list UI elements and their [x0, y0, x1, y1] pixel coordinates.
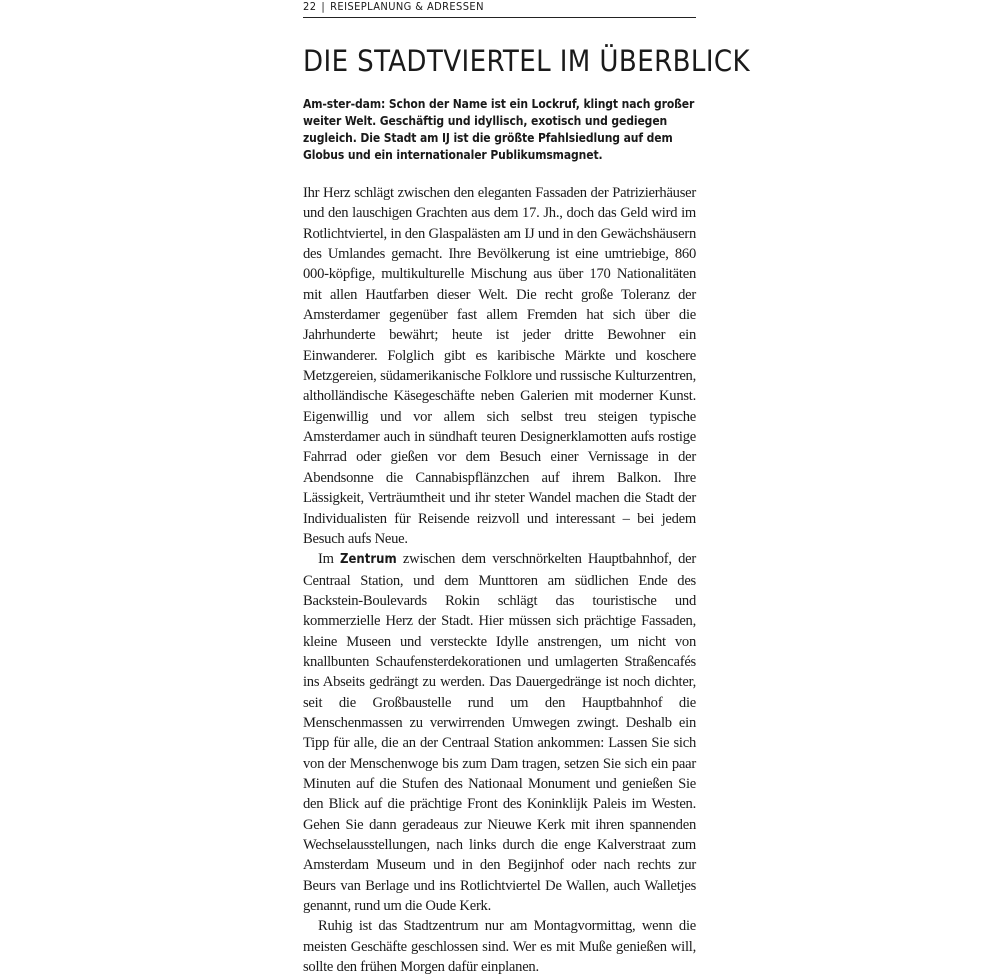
page-title: DIE STADTVIERTEL IM ÜBERBLICK	[303, 44, 751, 78]
paragraph-3: Ruhig ist das Stadtzentrum nur am Montagvormittag, wenn die meisten Geschäfte geschlossen sind. Wer es mit Muße genießen will, sollte den frühen Morgen dafür einplanen.	[303, 918, 696, 976]
body-text	[303, 183, 696, 977]
lead-paragraph: Am-ster-dam: Schon der Name ist ein Lockruf, klingt nach großer weiter Welt. Geschäftig und idyllisch, exotisch und gediegen zugleich. Die Stadt am IJ ist die größte Pfahlsiedlung auf dem Globus und ein internationaler Publikumsmagnet.	[303, 97, 695, 162]
page-number: 22	[303, 0, 317, 13]
paragraph-2-text: zwischen dem verschnörkelten Hauptbahnhof, der Centraal Station, und dem Munttoren am südlichen Ende des Backstein-Boulevards Rokin schlägt das touristische und kommerzielle Herz der Stadt. Hier müssen sich prächtige Fassaden, kleine Museen und versteckte Idylle anstrengen, um nicht von knallbunten Schaufensterdekorationen und umlagerten Straßencafés ins Abseits gedrängt zu werden. Das Dauergedränge ist noch dichter, seit die Großbaustelle rund um den Hauptbahnhof die Menschenmassen zu verwirrenden Umwegen zwingt. Deshalb ein Tipp für alle, die an der Centraal Station ankommen: Lassen Sie sich von der Menschenwoge bis zum Dam tragen, setzen Sie sich ein paar Minuten auf die Stufen des Nationaal Monument und genießen Sie den Blick auf die prächtige Front des Koninklijk Paleis im Westen. Gehen Sie dann geradeaus zur Nieuwe Kerk mit ihren spannenden Wechselausstellungen, nach links durch die enge Kalverstraat zum Amsterdam Museum und in den Begijnhof oder nach rechts zur Beurs van Berlage und ins Rotlichtviertel De Wallen, auch Walletjes genannt, rund um die Oude Kerk.	[303, 551, 696, 915]
paragraph-2	[303, 549, 696, 916]
header-separator: |	[321, 0, 326, 13]
running-header	[303, 0, 696, 18]
paragraph-1: Ihr Herz schlägt zwischen den eleganten Fassaden der Patrizierhäuser und den lauschigen Grachten aus dem 17. Jh., doch das Geld wird im Rotlichtviertel, in den Glaspalästen am IJ und in den Gewächshäusern des Umlandes gemacht. Ihre Bevölkerung ist eine umtriebige, 860 000-köpfige, multikulturelle Mischung aus über 170 Nationalitäten mit allen Hautfarben dieser Welt. Die recht große Toleranz der Amsterdamer gegenüber fast allem Fremden hat sich über die Jahrhunderte bewährt; heute ist jeder dritte Bewohner ein Einwanderer. Folglich gibt es karibische Märkte und koschere Metzgereien, südamerikanische Folklore und russische Kulturzentren, altholländische Käsegeschäfte neben Galerien mit moderner Kunst. Eigenwillig und vor allem sich selbst treu steigen typische Amsterdamer auch in sündhaft teuren Designerklamotten aufs rostige Fahrrad oder gießen vor dem Besuch einer Vernissage in der Abendsonne die Cannabispflänzchen auf ihrem Balkon. Ihre Lässigkeit, Verträumtheit und ihr steter Wandel machen die Stadt der Individualisten für Reisende reizvoll und interessant – bei jedem Besuch aufs Neue.	[303, 185, 696, 547]
keyword-zentrum: Zentrum	[340, 552, 397, 568]
paragraph-2-intro: Im	[318, 551, 341, 568]
section-title: REISEPLANUNG & ADRESSEN	[330, 0, 484, 13]
